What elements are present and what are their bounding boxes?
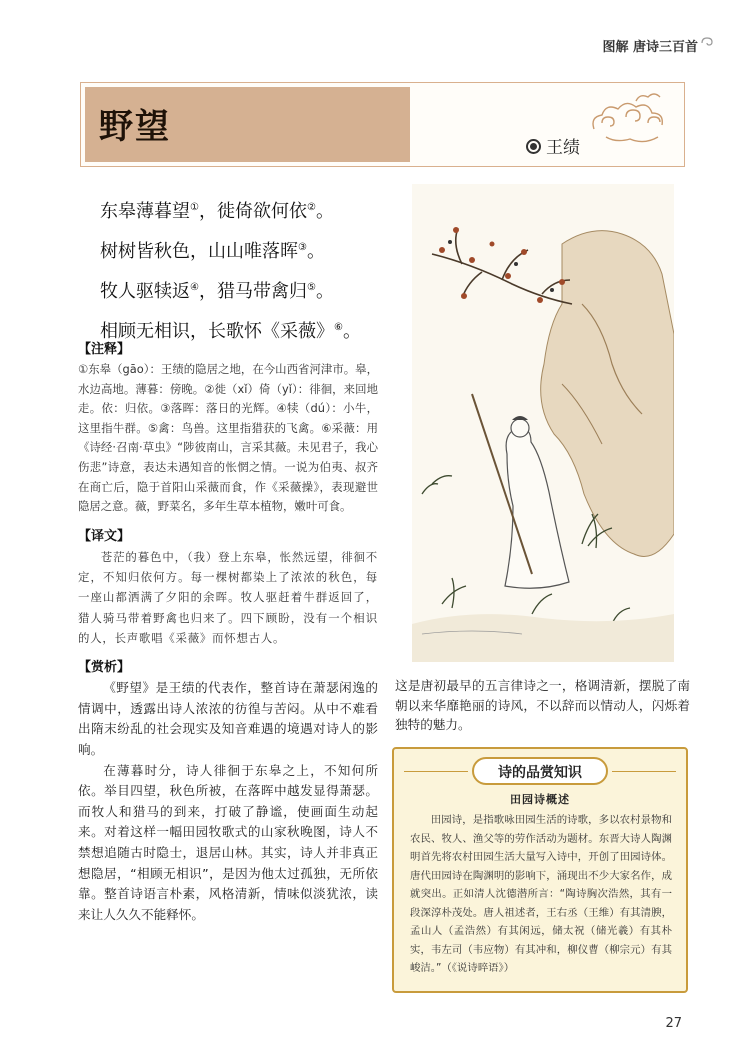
translation-body: 苍茫的暮色中，（我）登上东皋，怅然远望，徘徊不定，不知归依何方。每一棵树都染上了浓浓的秋色，每一座山都洒满了夕阳的余晖。牧人驱赶着牛群返回了，猎人骑马带着野禽也归来了。四下顾盼，没有一个相识的人，长声歌唱《采薇》而怀想古人。 [78,549,378,645]
poem-line: 树树皆秋色，山山唯落晖③。 [100,241,325,262]
knowledge-title: 诗的品赏知识 [472,757,608,785]
bullet-circle-icon [526,139,541,154]
left-column [78,332,378,925]
appreciation-label: 【赏析】 [78,660,131,676]
page-number: 27 [665,1016,682,1031]
auspicious-cloud-icon [586,89,678,145]
author-name: 王绩 [546,138,580,158]
knowledge-box [392,747,688,993]
caption: 这是唐初最早的五言律诗之一，格调清新，摆脱了南朝以来华靡艳丽的诗风，不以辞而以情动人，闪烁着独特的魅力。 [395,678,690,732]
knowledge-body: 田园诗，是指歌咏田园生活的诗歌，多以农村景物和农民、牧人、渔父等的劳作活动为题材。东晋大诗人陶渊明首先将农村田园生活大量写入诗中，开创了田园诗体。唐代田园诗在陶渊明的影响下，涌现出不少大家名作，成就突出。正如清人沈德潜所言：“陶诗胸次浩然，其有一段深淳朴茂处。唐人祖述者，王右丞（王维）有其清腴，孟山人（孟浩然）有其闲远，储太祝（储光羲）有其朴实，韦左司（韦应物）有其冲和，柳仪曹（柳宗元）有其峻洁。”（《说诗晬语》） [410,814,672,974]
notes-label: 【注释】 [78,342,131,357]
translation-label: 【译文】 [78,528,131,544]
knowledge-header [404,757,676,787]
author-line [526,133,580,158]
poem-text [100,190,400,350]
poem-line: 东皋薄暮望①，徙倚欲何依②。 [100,201,334,222]
landscape-painting-image [412,184,674,662]
cloud-ornament-icon [700,34,714,48]
appreciation-paragraph: 在薄暮时分，诗人徘徊于东皋之上，不知何所依。举目四望，秋色所被，在落晖中越发显得萧瑟。而牧人和猎马的到来，打破了静谧，使画面生动起来。对着这样一幅田园牧歌式的山家秋晚图，诗人不禁想追随古时隐士，退居山林。其实，诗人并非真正想隐居，“相顾无相识”，是因为他太过孤独，无所依靠。整首诗语言朴素，风格清新，情味似淡犹浓，读来让人久久不能释怀。 [78,762,378,922]
running-header: 图解 唐诗三百首 [602,40,698,55]
knowledge-subtitle: 田园诗概述 [510,793,570,806]
poem-line: 牧人驱犊返④，猎马带禽归⑤。 [100,281,334,302]
header-rule [612,771,676,772]
appreciation-body [78,678,378,925]
appreciation-paragraph: 《野望》是王绩的代表作，整首诗在萧瑟闲逸的情调中，透露出诗人浓浓的彷徨与苦闷。从中不难看出隋末纷乱的社会现实及知音难遇的境遇对诗人的影响。 [78,680,378,758]
notes-body: ①东皋（gāo）：王绩的隐居之地，在今山西省河津市。皋，水边高地。薄暮：傍晚。②徙（xǐ）倚（yǐ）：徘徊，来回地走。依：归依。③落晖：落日的光辉。④犊（dú）：小牛，这里指牛群。⑤禽：鸟兽。这里指猎获的飞禽。⑥采薇：用《诗经·召南·草虫》“陟彼南山，言采其薇。未见君子，我心伤悲”诗意，表达未遇知音的怅惘之情。一说为伯夷、叔齐在商亡后，隐于首阳山采薇而食，作《采薇操》，表现避世隐居之意。薇，野菜名，多年生草本植物，嫩叶可食。 [78,362,378,514]
poem-line: 相顾无相识，长歌怀《采薇》⑥。 [100,321,361,342]
poem-title: 野望 [99,107,171,147]
title-banner [80,82,685,167]
header-rule [404,771,468,772]
